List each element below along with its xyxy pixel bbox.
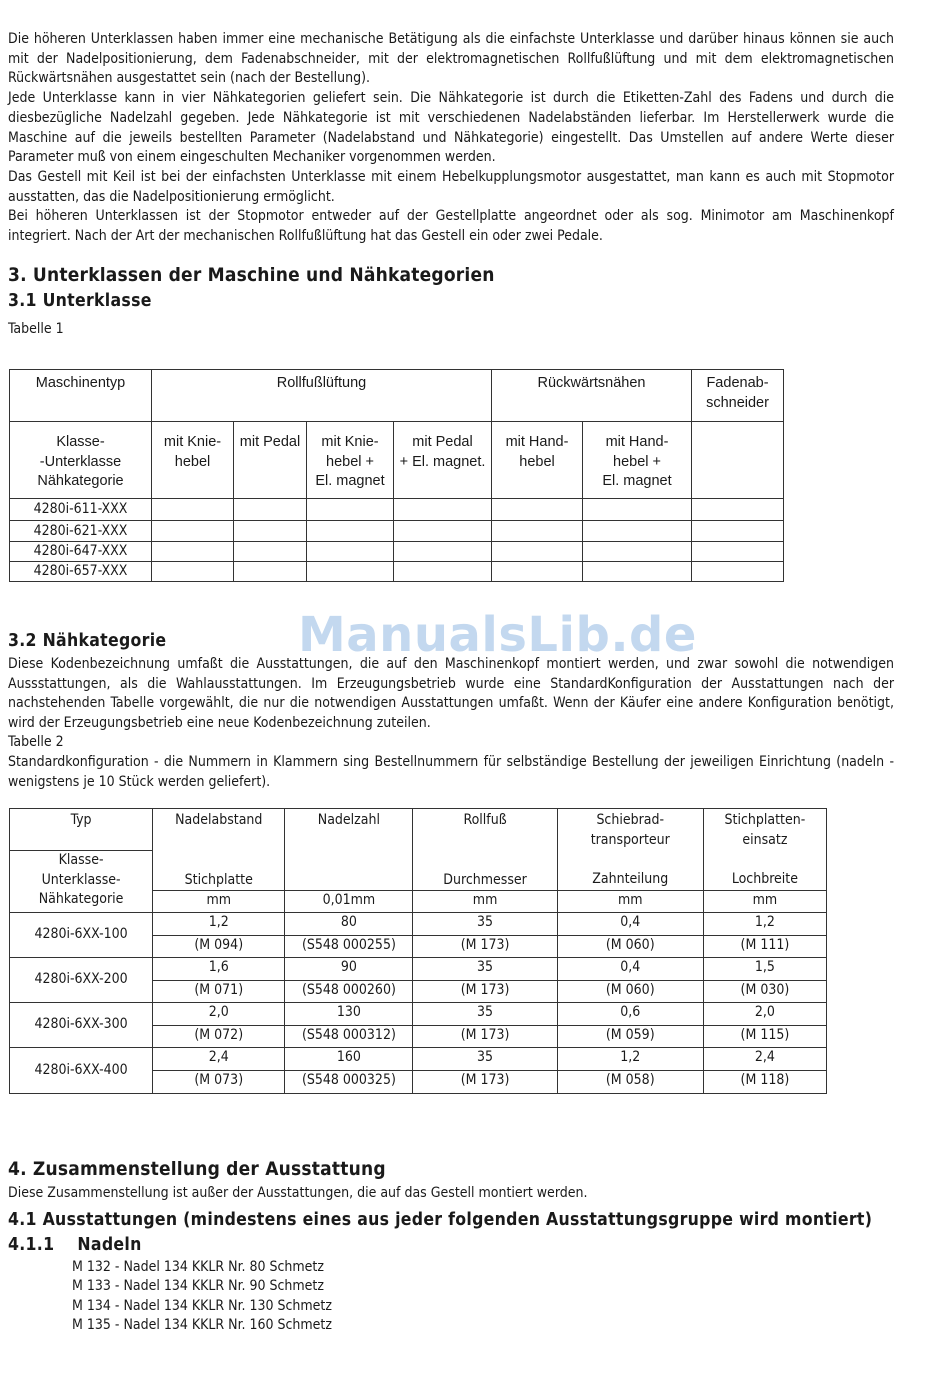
table-cell: 80 <box>285 913 413 936</box>
table-cell: (M 173) <box>413 936 557 958</box>
table-cell: 0,4 <box>557 958 703 981</box>
table-row-label: 4280i-611-XXX <box>10 499 152 521</box>
list-item: M 134 - Nadel 134 KKLR Nr. 130 Schmetz <box>72 1297 332 1314</box>
list-item: M 133 - Nadel 134 KKLR Nr. 90 Schmetz <box>72 1278 324 1295</box>
table-2-caption: Tabelle 2 <box>8 734 64 750</box>
table-cell: (M 072) <box>153 1026 285 1048</box>
table-cell: 1,2 <box>557 1048 703 1071</box>
table-cell: 1,5 <box>703 958 826 981</box>
section-4-1-heading: 4.1 Ausstattungen (mindestens eines aus jeder folgenden Ausstattungsgruppe wird montiert) <box>8 1210 873 1230</box>
header-stichplatten-label: Stichplatten- einsatz <box>724 812 806 848</box>
table-cell: (S548 000260) <box>285 981 413 1003</box>
intro-text <box>8 30 894 247</box>
header-rollfuss-label: Rollfuß <box>463 812 507 828</box>
header-pedal-magnet: mit Pedal + El. magnet. <box>394 422 492 499</box>
intro-paragraph: Die höheren Unterklassen haben immer eine mechanische Betätigung als die einfachste Unterklasse und darüber hinaus können sie auch mit der Nadelpositionierung, dem Fadenabschneider, mit der elektromagnetischen Rollfußlüftung und mit dem elektromagnetischen Rückwärtsnähen ausgestattet sein (nach der Bestellung). <box>8 31 894 87</box>
section-4-text: Diese Zusammenstellung ist außer der Ausstattungen, die auf das Gestell montiert werden. <box>8 1185 588 1201</box>
table-2 <box>9 808 827 1094</box>
table-cell: (M 059) <box>557 1026 703 1048</box>
section-3-2-text: Diese Kodenbezeichnung umfaßt die Ausstattungen, die auf den Maschinenkopf montiert werden, und zwar sowohl die notwendigen Aussstattungen, als die Wahlausstattungen. Im Erzeugungsbetrieb wurde eine StandardKonfiguration der Ausstattungen nach der nachstehenden Tabelle vorgewählt, die nur die notwendigen Ausstattungen umfaßt. Wenn der Käufer eine andere Konfiguration benötigt, wird der Erzeugungsbetrieb eine neue Kodenbezeichnung zuteilen. <box>8 656 894 732</box>
table-row-typ: 4280i-6XX-400 <box>10 1048 153 1094</box>
table-row-label: 4280i-621-XXX <box>10 521 152 542</box>
header-handhebel-magnet: mit Hand- hebel + El. magnet <box>583 422 692 499</box>
needle-list <box>72 1258 332 1336</box>
table-cell: (M 071) <box>153 981 285 1003</box>
table-row-typ: 4280i-6XX-300 <box>10 1003 153 1048</box>
table-2-note: Standardkonfiguration - die Nummern in Klammern sing Bestellnummern für selbständige Bestellung der jeweiligen Einrichtung (nadeln - wenigstens je 10 Stück werden geliefert). <box>8 754 894 790</box>
section-4-1-1-heading: 4.1.1 Nadeln <box>8 1235 142 1255</box>
header-handhebel: mit Hand- hebel <box>492 422 583 499</box>
header-fadenabschneider: Fadenab- schneider <box>692 370 784 422</box>
header-pedal: mit Pedal <box>234 422 307 499</box>
table-cell: (M 058) <box>557 1071 703 1094</box>
table-cell: (M 094) <box>153 936 285 958</box>
header-nadelabstand <box>153 809 285 891</box>
watermark-logo: ManualsLib.de <box>298 607 697 663</box>
header-rollfuss <box>413 809 557 891</box>
section-4-heading: 4. Zusammenstellung der Ausstattung <box>8 1158 386 1180</box>
header-nadelzahl: Nadelzahl <box>285 809 413 891</box>
table-cell: (M 073) <box>153 1071 285 1094</box>
table-cell: 90 <box>285 958 413 981</box>
table-cell: 130 <box>285 1003 413 1026</box>
header-zahnteilung: Zahnteilung <box>592 871 669 887</box>
section-3-heading: 3. Unterklassen der Maschine und Nähkategorien <box>8 264 495 286</box>
header-stichplatteneinsatz <box>703 809 826 891</box>
table-1-caption: Tabelle 1 <box>8 321 64 337</box>
table-cell: (S548 000312) <box>285 1026 413 1048</box>
intro-paragraph: Bei höheren Unterklassen ist der Stopmotor entweder auf der Gestellplatte angeordnet oder als sog. Minimotor am Maschinenkopf integriert. Nach der Art der mechanischen Rollfußlüftung hat das Gestell ein oder zwei Pedale. <box>8 208 894 245</box>
table-cell: (M 111) <box>703 936 826 958</box>
header-lochbreite: Lochbreite <box>731 871 798 887</box>
header-nadelabstand-label: Nadelabstand <box>175 812 263 828</box>
unit-cell: mm <box>413 891 557 913</box>
table-cell: 1,6 <box>153 958 285 981</box>
table-cell: 1,2 <box>703 913 826 936</box>
intro-paragraph: Jede Unterklasse kann in vier Nähkategorien geliefert sein. Die Nähkategorie ist durch die Etiketten-Zahl des Fadens und durch die diesbezügliche Nadelzahl gegeben. Jede Nähkategorie ist mit verschiedenen Nadelabständen lieferbar. Im Herstellerwerk wurde die Maschine auf die jeweils bestellten Parameter (Nadelabstand und Nähkategorie) eingestellt. Das Umstellen auf andere Werte dieser Parameter muß von einem eingeschulten Mechaniker vorgenommen werden. <box>8 90 894 166</box>
table-row-label: 4280i-647-XXX <box>10 542 152 562</box>
header-kniehebel-magnet: mit Knie- hebel + El. magnet <box>307 422 394 499</box>
table-cell: (M 173) <box>413 981 557 1003</box>
unit-cell: mm <box>153 891 285 913</box>
table-cell: (M 060) <box>557 981 703 1003</box>
header-schiebrad <box>557 809 703 891</box>
table-cell: 35 <box>413 913 557 936</box>
table-cell: 0,4 <box>557 913 703 936</box>
table-cell: 2,4 <box>153 1048 285 1071</box>
header-maschinentyp: Maschinentyp <box>10 370 152 422</box>
table-cell: 35 <box>413 1003 557 1026</box>
table-cell: 35 <box>413 958 557 981</box>
header-typ: Typ <box>10 809 153 851</box>
header-stichplatte: Stichplatte <box>184 871 253 888</box>
table-cell: 2,0 <box>703 1003 826 1026</box>
header-kniehebel: mit Knie- hebel <box>152 422 234 499</box>
table-cell: 2,4 <box>703 1048 826 1071</box>
header-schiebrad-label: Schiebrad- transporteur <box>590 812 670 848</box>
list-item: M 135 - Nadel 134 KKLR Nr. 160 Schmetz <box>72 1317 332 1334</box>
unit-cell: 0,01mm <box>285 891 413 913</box>
table-cell: 0,6 <box>557 1003 703 1026</box>
unit-cell: mm <box>703 891 826 913</box>
table-cell: (M 060) <box>557 936 703 958</box>
table-cell: (M 173) <box>413 1071 557 1094</box>
table-cell: (M 118) <box>703 1071 826 1094</box>
list-item: M 132 - Nadel 134 KKLR Nr. 80 Schmetz <box>72 1259 324 1275</box>
table-row-label: 4280i-657-XXX <box>10 562 152 582</box>
table-cell: 160 <box>285 1048 413 1071</box>
unit-cell: mm <box>557 891 703 913</box>
header-rueckwaerts: Rückwärtsnähen <box>492 370 692 422</box>
table-row-typ: 4280i-6XX-100 <box>10 913 153 958</box>
header-empty <box>692 422 784 499</box>
table-cell: (S548 000255) <box>285 936 413 958</box>
table-cell: (S548 000325) <box>285 1071 413 1094</box>
header-klasse: Klasse- Unterklasse- Nähkategorie <box>10 851 153 913</box>
section-3-1-heading: 3.1 Unterklasse <box>8 291 152 311</box>
table-cell: 1,2 <box>153 913 285 936</box>
intro-paragraph: Das Gestell mit Keil ist bei der einfachsten Unterklasse mit einem Hebelkupplungsmotor ausgestattet, man kann es auch mit Stopmotor ausstatten, das die Nadelpositionierung ermöglicht. <box>8 168 894 205</box>
header-durchmesser: Durchmesser <box>443 871 527 888</box>
table-row-typ: 4280i-6XX-200 <box>10 958 153 1003</box>
section-3-2-heading: 3.2 Nähkategorie <box>8 631 167 651</box>
table-cell: (M 030) <box>703 981 826 1003</box>
header-klasse: Klasse- -Unterklasse Nähkategorie <box>10 422 152 499</box>
table-cell: 2,0 <box>153 1003 285 1026</box>
table-cell: (M 173) <box>413 1026 557 1048</box>
header-rollfuss: Rollfußlüftung <box>152 370 492 422</box>
table-cell: 35 <box>413 1048 557 1071</box>
table-1 <box>9 369 784 582</box>
table-cell: (M 115) <box>703 1026 826 1048</box>
